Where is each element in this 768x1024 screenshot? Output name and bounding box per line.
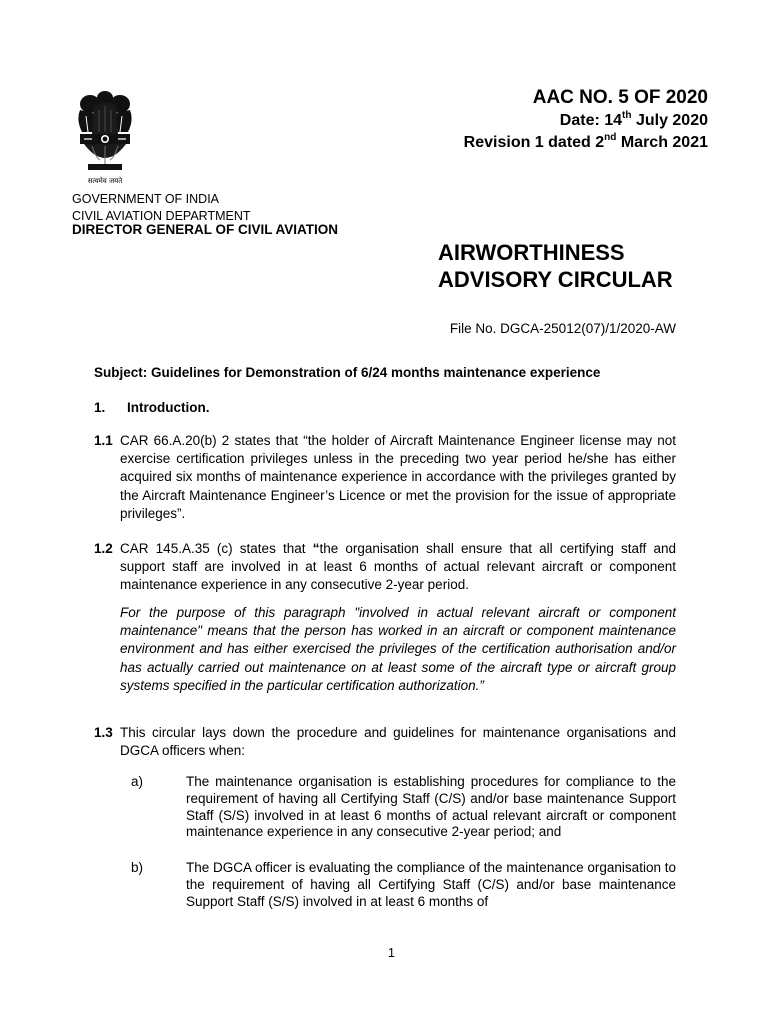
circular-date: Date: 14th July 2020 <box>559 110 708 129</box>
paragraph-1-2-note: For the purpose of this paragraph "involved in actual relevant aircraft or component maintenance" means that the person has worked in an aircraft or component maintenance environment and has either exercised the privileges of the certification authorisation and/or has actually carried out maintenance on at least some of the aircraft type or aircraft group systems specified in the particular certification authorization.” <box>120 605 676 693</box>
page-number: 1 <box>388 946 395 960</box>
list-item: The maintenance organisation is establishing procedures for compliance to the requirement of having all Certifying Staff (C/S) and/or base maintenance Support Staff (S/S) involved in at least 6 months of actual relevant aircraft or component maintenance experience in any consecutive 2-year period; and <box>186 774 676 840</box>
paragraph-1-2: CAR 145.A.35 (c) states that “the organisation shall ensure that all certifying staff and support staff are involved in at least 6 months of actual relevant aircraft or component maintenance experience in any consecutive 2-year period. <box>120 541 676 593</box>
list-item-label: b) <box>131 860 144 875</box>
list-item-label: a) <box>131 774 144 789</box>
government-label: GOVERNMENT OF INDIA <box>72 192 220 206</box>
section-number: 1. <box>94 400 106 415</box>
circular-header <box>464 86 708 154</box>
subject-line: Subject: Guidelines for Demonstration of 6/24 months maintenance experience <box>94 365 601 380</box>
document-title <box>438 239 673 293</box>
paragraph-1-3: This circular lays down the procedure and guidelines for maintenance organisations and DGCA officers when: <box>120 725 676 759</box>
emblem-motto: सत्यमेव जयते <box>87 177 123 185</box>
section-title: Introduction. <box>127 400 210 415</box>
paragraph-1-1: CAR 66.A.20(b) 2 states that “the holder of Aircraft Maintenance Engineer license may not exercise certification privileges unless in the preceding two year period he/she has either acquired six months of maintenance experience in accordance with the privileges granted by the Aircraft Maintenance Engineer’s Licence or met the provision for the issue of appropriate privileges”. <box>120 433 676 521</box>
paragraph-number: 1.1 <box>94 433 113 448</box>
file-number: File No. DGCA-25012(07)/1/2020-AW <box>449 321 676 336</box>
director-general-label: DIRECTOR GENERAL OF CIVIL AVIATION <box>72 222 339 237</box>
title-line-2: ADVISORY CIRCULAR <box>438 267 673 292</box>
paragraph-number: 1.2 <box>94 541 113 556</box>
title-line-1: AIRWORTHINESS <box>438 240 625 265</box>
aac-number: AAC NO. 5 OF 2020 <box>532 87 708 108</box>
department-label: CIVIL AVIATION DEPARTMENT <box>72 209 251 223</box>
ashoka-emblem-icon <box>66 88 144 188</box>
list-item: The DGCA officer is evaluating the compliance of the maintenance organisation to the requirement of having all Certifying Staff (C/S) and/or base maintenance Support Staff (S/S) involved in at least 6 months of <box>186 860 676 909</box>
revision-date: Revision 1 dated 2nd March 2021 <box>463 132 708 151</box>
paragraph-number: 1.3 <box>94 725 113 740</box>
